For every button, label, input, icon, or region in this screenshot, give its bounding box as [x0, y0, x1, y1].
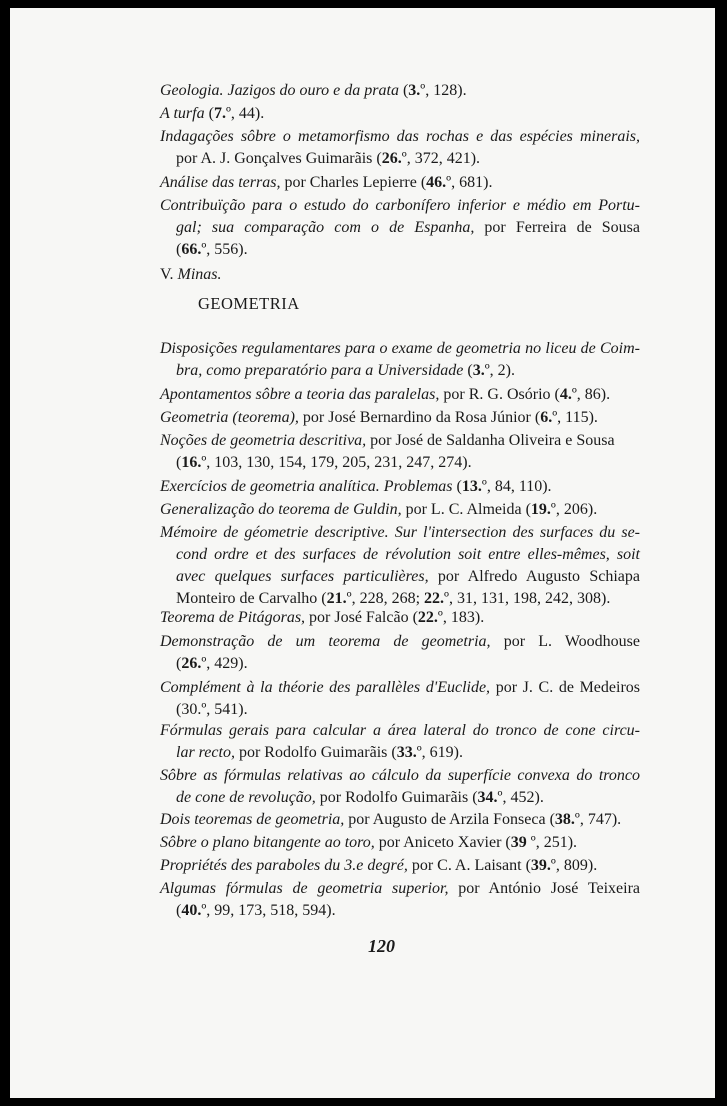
entry-minas [160, 264, 640, 286]
entry-title: Teorema de Pitágoras, [160, 609, 306, 626]
entry-text: ( [398, 82, 409, 99]
volume-number: 22. [417, 609, 438, 626]
entry-text: por José Bernardino da Rosa Júnior ( [298, 409, 541, 426]
entry-geologia [160, 80, 640, 102]
entry-title: Indagações sôbre o metamorfismo das rochas e das espécies minerais, [160, 128, 640, 145]
entry-text: por Charles Lepierre ( [280, 174, 427, 191]
entry-text: por L. C. Almeida ( [401, 501, 531, 518]
entry-text: º, 452). [497, 789, 544, 806]
volume-number: 16. [181, 454, 202, 471]
entry-text: por Ferreira de Sousa [474, 219, 640, 236]
entry-generalizacao [160, 499, 640, 521]
entry-text: por Alfredo Augusto Schiapa [428, 568, 640, 585]
volume-number: 3. [408, 82, 421, 99]
entry-text: por Rodolfo Guimarãis ( [234, 744, 397, 761]
entry-disposicoes [160, 338, 640, 382]
entry-text: º, 86). [571, 386, 611, 403]
entry-text: º, 228, 268; [346, 590, 425, 607]
entry-title: Sôbre o plano bitangente ao toro, [160, 834, 375, 851]
entry-title: Complément à la théorie des parallèles d'Euclide, [160, 679, 491, 696]
entry-text: por R. G. Osório ( [439, 386, 560, 403]
entry-text: º, 251). [526, 834, 578, 851]
entry-analise [160, 172, 640, 194]
entry-geometria-teorema [160, 407, 640, 429]
volume-number: 22. [424, 590, 445, 607]
entry-text: º, 429). [201, 655, 248, 672]
entry-text: º, 183). [437, 609, 485, 626]
volume-number: 21. [326, 590, 347, 607]
volume-number: 40. [181, 902, 202, 919]
entry-memoire [160, 522, 640, 610]
entry-text: ( [204, 105, 214, 122]
entry-title: Análise das terras, [160, 174, 281, 191]
volume-number: 39. [530, 857, 551, 874]
entry-text: º, 2). [484, 362, 516, 379]
entry-title: gal; sua comparação com o de Espanha, [176, 219, 475, 236]
entry-sobre-formulas [160, 765, 640, 809]
volume-number: 7. [213, 105, 226, 122]
entry-text: por J. C. de Medeiros [490, 679, 640, 696]
entry-title: Minas. [177, 266, 222, 283]
entry-title: de cone de revolução, [176, 789, 316, 806]
volume-number: 26. [181, 655, 202, 672]
entry-text: º, 103, 130, 154, 179, 205, 231, 247, 274). [201, 454, 472, 471]
entry-apontamentos [160, 384, 640, 406]
entry-demonstracao: Demonstração de um teorema de geometria, por L. Woodhouse (26.º, 429). [160, 633, 640, 672]
page-number: 120 [368, 936, 395, 956]
entry-text: (30.º, 541). [176, 701, 248, 718]
entry-title: Propriétés des paraboles du 3.e degré, [160, 857, 408, 874]
volume-number: 46. [426, 174, 447, 191]
volume-number: 26. [381, 150, 402, 167]
entry-exercicios [160, 476, 640, 498]
entry-text: º, 44). [225, 105, 265, 122]
entry-dois-teoremas [160, 809, 640, 831]
entry-title: Exercícios de geometria analítica. Problemas [160, 478, 453, 495]
volume-number: 34. [477, 789, 498, 806]
entry-text: por L. Woodhouse [490, 633, 640, 650]
entry-title: Apontamentos sôbre a teoria das paralelas, [160, 386, 440, 403]
entry-text: º, 619). [416, 744, 463, 761]
entry-text: por José Falcão ( [305, 609, 418, 626]
entry-indagacoes [160, 126, 640, 170]
entry-text: º, 681). [446, 174, 493, 191]
entry-contribuicao: Contribuïção para o estudo do carbonífero inferior e médio em Portu- gal; sua comparação com o de Espanha, por Ferreira de Sousa (66.º, 556). [160, 197, 640, 258]
entry-turfa [160, 103, 640, 125]
entry-text: º, 556). [201, 241, 248, 258]
entry-text: por A. J. Gonçalves Guimarãis ( [176, 150, 382, 167]
volume-number: 3. [472, 362, 485, 379]
entry-text: por António José Teixeira [448, 880, 640, 897]
volume-number: 66. [181, 241, 202, 258]
entry-title: Generalização do teorema de Guldin, [160, 501, 402, 518]
entry-title: Contribuïção para o estudo do carbonífero inferior e médio em Portu- [160, 197, 640, 214]
entry-text: por Aniceto Xavier ( [374, 834, 511, 851]
entry-title: bra, como preparatório para a Universidade [176, 362, 464, 379]
entry-title: Demonstração de um teorema de geometria, [160, 633, 491, 650]
entry-title: Geometria (teorema), [160, 409, 299, 426]
entry-text: º, 372, 421). [401, 150, 481, 167]
entry-text: por José de Saldanha Oliveira e Sousa [366, 432, 615, 449]
volume-number: 33. [396, 744, 417, 761]
entry-text: V. [160, 266, 178, 283]
entry-proprietes [160, 855, 640, 877]
entry-title: avec quelques surfaces particulières, [176, 568, 429, 585]
entry-text: º, 128). [420, 82, 467, 99]
entry-text: º, 747). [574, 811, 622, 828]
entry-algumas-formulas [160, 878, 640, 922]
entry-title: cond ordre et des surfaces de révolution soit entre elles-mêmes, soit [176, 546, 640, 563]
entry-text: º, 809). [550, 857, 598, 874]
volume-number: 38. [554, 811, 575, 828]
entry-title: Fórmulas gerais para calcular a área lateral do tronco de cone circu- [160, 722, 640, 739]
entry-text: por C. A. Laisant ( [407, 857, 531, 874]
entry-pitagoras [160, 607, 640, 629]
volume-number: 13. [461, 478, 482, 495]
entry-text: Monteiro de Carvalho ( [176, 590, 327, 607]
volume-number: 6. [540, 409, 553, 426]
entry-nocoes: Noções de geometria descritiva, por José de Saldanha Oliveira e Sousa (16.º, 103, 130, 154, 179, 205, 231, 247, 274). [160, 432, 615, 471]
entry-text: ( [176, 902, 182, 919]
entry-text: ( [463, 362, 473, 379]
entry-text: º, 31, 131, 198, 242, 308). [444, 590, 611, 607]
entry-title: Dois teoremas de geometria, [160, 811, 345, 828]
volume-number: 4. [559, 386, 572, 403]
volume-number: 19. [530, 501, 551, 518]
entry-title: Algumas fórmulas de geometria superior, [160, 880, 449, 897]
entry-formulas-gerais [160, 720, 640, 764]
entry-text: º, 99, 173, 518, 594). [201, 902, 336, 919]
entry-text: por Rodolfo Guimarãis ( [315, 789, 478, 806]
entry-title: A turfa [160, 105, 205, 122]
entry-title: Disposições regulamentares para o exame de geometria no liceu de Coim- [160, 340, 640, 357]
entry-text: ( [452, 478, 462, 495]
entry-text: º, 115). [552, 409, 598, 426]
section-title: GEOMETRIA [198, 294, 300, 313]
entry-plano-bitangente [160, 832, 640, 854]
entry-title: Noções de geometria descritiva, [160, 432, 367, 449]
entry-title: Sôbre as fórmulas relativas ao cálculo da superfície convexa do tronco [160, 767, 640, 784]
volume-number: 39 [510, 834, 527, 851]
entry-text: º, 206). [550, 501, 598, 518]
entry-complement [160, 677, 640, 721]
entry-text: por Augusto de Arzila Fonseca ( [344, 811, 555, 828]
entry-title: Geologia. Jazigos do ouro e da prata [160, 82, 399, 99]
entry-title: lar recto, [176, 744, 235, 761]
entry-title: Mémoire de géometrie descriptive. Sur l'intersection des surfaces du se- [160, 524, 640, 541]
entry-text: º, 84, 110). [481, 478, 552, 495]
book-page [10, 8, 715, 1098]
